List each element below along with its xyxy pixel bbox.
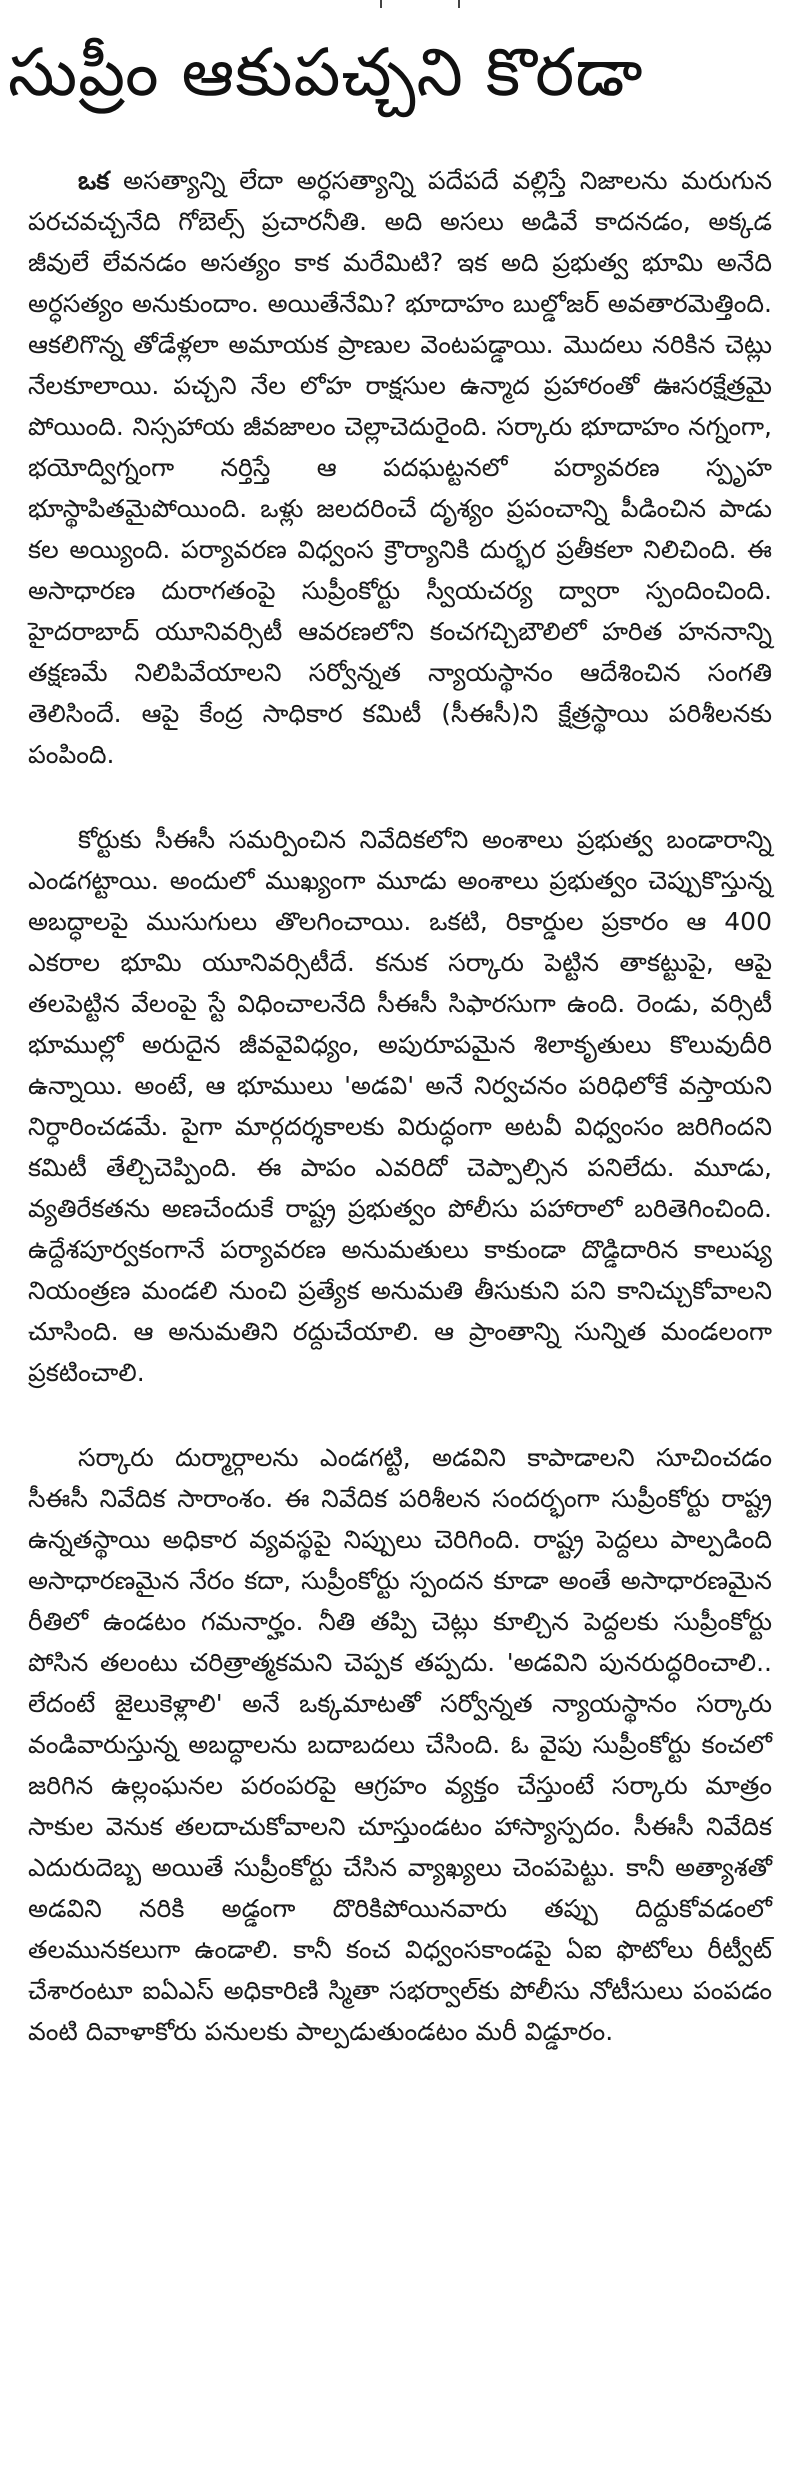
paragraph-text: సర్కారు దుర్మార్గాలను ఎండగట్టి, అడవిని కాపాడాలని సూచించడం సీఈసీ నివేదిక సారాంశం. ఈ నివేదిక పరిశీలన సందర్భంగా సుప్రీంకోర్టు రాష్ట్ర ఉన్నతస్థాయి అధికార వ్యవస్థపై నిప్పులు చెరిగింది. రాష్ట్ర పెద్దలు పాల్పడింది అసాధారణమైన నేరం కదా, సుప్రీంకోర్టు స్పందన కూడా అంతే అసాధారణమైన రీతిలో ఉండటం గమనార్హం. నీతి తప్పి చెట్లు కూల్చిన పెద్దలకు సుప్రీంకోర్టు పోసిన తలంటు చరిత్రాత్మకమని చెప్పక తప్పదు. 'అడవిని పునరుద్ధరించాలి.. లేదంటే జైలుకెళ్లాలి' అనే ఒక్కమాటతో సర్వోన్నత న్యాయస్థానం సర్కారు వండివారుస్తున్న అబద్ధాలను బదాబదలు చేసింది. ఓ వైపు సుప్రీంకోర్టు కంచలో జరిగిన ఉల్లంఘనల పరంపరపై ఆగ్రహం వ్యక్తం చేస్తుంటే సర్కారు మాత్రం సాకుల వెనుక తలదాచుకోవాలని చూస్తుండటం హాస్యాస్పదం. సీఈసీ నివేదిక ఎదురుదెబ్బ అయితే సుప్రీంకోర్టు చేసిన వ్యాఖ్యలు చెంపపెట్టు. కానీ అత్యాశతో అడవిని నరికి అడ్డంగా దొరికిపోయినవారు తప్పు దిద్దుకోవడంలో తలమునకలుగా ఉండాలి. కానీ కంచ విధ్వంసకాండపై ఏఐ ఫొటోలు రీట్వీట్ చేశారంటూ ఐఏఎస్ అధికారిణి స్మితా సభర్వాల్‌కు పోలీసు నోటీసులు పంపడం వంటి దివాళాకోరు పనులకు పాల్పడుతుండటం మరీ విడ్డూరం. [28,1443,772,2046]
article-paragraph [28,819,772,1393]
article-paragraph [28,1437,772,2052]
paragraph-text: కోర్టుకు సీఈసీ సమర్పించిన నివేదికలోని అంశాలు ప్రభుత్వ బండారాన్ని ఎండగట్టాయి. అందులో ముఖ్యంగా మూడు అంశాలు ప్రభుత్వం చెప్పుకొస్తున్న అబద్ధాలపై ముసుగులు తొలగించాయి. ఒకటి, రికార్డుల ప్రకారం ఆ 400 ఎకరాల భూమి యూనివర్సిటీదే. కనుక సర్కారు పెట్టిన తాకట్టుపై, ఆపై తలపెట్టిన వేలంపై స్టే విధించాలనేది సీఈసీ సిఫారసుగా ఉంది. రెండు, వర్సిటీ భూముల్లో అరుదైన జీవవైవిధ్యం, అపురూపమైన శిలాకృతులు కొలువుదీరి ఉన్నాయి. అంటే, ఆ భూములు 'అడవి' అనే నిర్వచనం పరిధిలోకే వస్తాయని నిర్ధారించడమే. పైగా మార్గదర్శకాలకు విరుద్ధంగా అటవీ విధ్వంసం జరిగిందని కమిటీ తేల్చిచెప్పింది. ఈ పాపం ఎవరిదో చెప్పాల్సిన పనిలేదు. మూడు, వ్యతిరేకతను అణచేందుకే రాష్ట్ర ప్రభుత్వం పోలీసు పహారాలో బరితెగించింది. ఉద్దేశపూర్వకంగానే పర్యావరణ అనుమతులు కాకుండా దొడ్డిదారిన కాలుష్య నియంత్రణ మండలి నుంచి ప్రత్యేక అనుమతి తీసుకుని పని కానిచ్చుకోవాలని చూసింది. ఆ అనుమతిని రద్దుచేయాలి. ఆ ప్రాంతాన్ని సున్నిత మండలంగా ప్రకటించాలి. [28,825,772,1387]
article-body [28,160,772,2096]
top-rule-tick [380,0,382,8]
top-rule-tick [458,0,460,8]
paragraph-text: అసత్యాన్ని లేదా అర్ధసత్యాన్ని పదేపదే వల్లిస్తే నిజాలను మరుగున పరచవచ్చనేది గోబెల్స్ ప్రచారనీతి. అది అసలు అడివే కాదనడం, అక్కడ జీవులే లేవనడం అసత్యం కాక మరేమిటి? ఇక అది ప్రభుత్వ భూమి అనేది అర్ధసత్యం అనుకుందాం. అయితేనేమి? భూదాహం బుల్డోజర్ అవతారమెత్తింది. ఆకలిగొన్న తోడేళ్లలా అమాయక ప్రాణుల వెంటపడ్డాయి. మొదలు నరికిన చెట్లు నేలకూలాయి. పచ్చని నేల లోహ రాక్షసుల ఉన్మాద ప్రహారంతో ఊసరక్షేత్రమై పోయింది. నిస్సహాయ జీవజాలం చెల్లాచెదురైంది. సర్కారు భూదాహం నగ్నంగా, భయోద్విగ్నంగా నర్తిస్తే ఆ పదఘట్టనలో పర్యావరణ స్పృహ భూస్థాపితమైపోయింది. ఒళ్లు జలదరించే దృశ్యం ప్రపంచాన్ని పీడించిన పాడు కల అయ్యింది. పర్యావరణ విధ్వంస క్రౌర్యానికి దుర్భర ప్రతీకలా నిలిచింది. ఈ అసాధారణ దురాగతంపై సుప్రీంకోర్టు స్వీయచర్య ద్వారా స్పందించింది. హైదరాబాద్ యూనివర్సిటీ ఆవరణలోని కంచగచ్చిబౌలిలో హరిత హననాన్ని తక్షణమే నిలిపివేయాలని సర్వోన్నత న్యాయస్థానం ఆదేశించిన సంగతి తెలిసిందే. ఆపై కేంద్ర సాధికార కమిటీ (సీఈసీ)ని క్షేత్రస్థాయి పరిశీలనకు పంపింది. [28,166,772,769]
article-paragraph [28,160,772,775]
paragraph-lead-word: ఒక [78,166,110,195]
headline: సుప్రీం ఆకుపచ్చని కొరడా [8,34,644,111]
top-rule [0,0,800,8]
